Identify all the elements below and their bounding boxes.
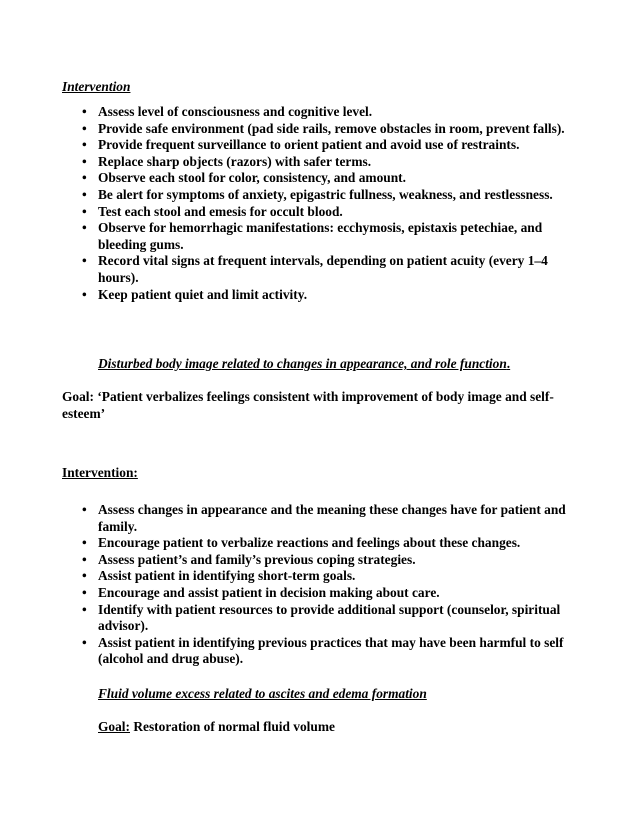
list-item: • Observe each stool for color, consistency, and amount. — [82, 170, 406, 186]
bullet-icon: • — [82, 286, 87, 302]
list-item: • Record vital signs at frequent intervals, depending on patient acuity (every 1–4 hours). — [82, 253, 548, 285]
intervention-list — [80, 104, 580, 303]
list-item: • Provide safe environment (pad side rails, remove obstacles in room, prevent falls). — [82, 120, 565, 136]
bullet-icon: • — [82, 535, 87, 551]
bullet-icon: • — [82, 502, 87, 517]
intervention-list-2 — [80, 502, 580, 668]
bullet-icon: • — [82, 104, 87, 119]
list-item: • Keep patient quiet and limit activity. — [82, 286, 308, 302]
bullet-icon: • — [82, 220, 87, 236]
list-item: • Encourage patient to verbalize reactions and feelings about these changes. — [82, 535, 521, 551]
list-item: • Test each stool and emesis for occult blood. — [82, 203, 343, 219]
list-item: • Encourage and assist patient in decision making about care. — [82, 584, 440, 600]
list-item: • Assess level of consciousness and cognitive level. — [82, 104, 373, 119]
nursing-diagnosis-body-image: Disturbed body image related to changes in appearance, and role function. — [98, 356, 511, 371]
goal-label: Goal: — [98, 719, 130, 734]
list-item: • Replace sharp objects (razors) with safer terms. — [82, 153, 372, 169]
list-item: • Observe for hemorrhagic manifestations: ecchymosis, epistaxis petechiae, and bleeding gums. — [82, 220, 543, 252]
bullet-icon: • — [82, 253, 87, 269]
goal-fluid-volume: Goal: Restoration of normal fluid volume — [98, 719, 335, 734]
bullet-icon: • — [82, 634, 87, 650]
bullet-icon: • — [82, 203, 87, 219]
bullet-icon: • — [82, 551, 87, 567]
list-item: • Identify with patient resources to provide additional support (counselor, spiritual advisor). — [82, 601, 561, 634]
bullet-icon: • — [82, 153, 87, 169]
bullet-icon: • — [82, 186, 87, 202]
bullet-icon: • — [82, 137, 87, 153]
bullet-icon: • — [82, 584, 87, 600]
intervention-heading: Intervention — [62, 79, 131, 94]
intervention-heading-2: Intervention: — [62, 465, 138, 480]
bullet-icon: • — [82, 170, 87, 186]
list-item: • Assist patient in identifying short-term goals. — [82, 568, 356, 584]
list-item: • Assess changes in appearance and the meaning these changes have for patient and family. — [82, 502, 566, 534]
bullet-icon: • — [82, 120, 87, 136]
goal-body-image: Goal: ‘Patient verbalizes feelings consistent with improvement of body image and self-esteem’ — [62, 389, 554, 421]
list-item: • Assess patient’s and family’s previous coping strategies. — [82, 551, 416, 567]
list-item: • Assist patient in identifying previous practices that may have been harmful to self (alcohol and drug abuse). — [82, 634, 564, 667]
list-item: • Be alert for symptoms of anxiety, epigastric fullness, weakness, and restlessness. — [82, 186, 553, 202]
bullet-icon: • — [82, 601, 87, 617]
list-item: • Provide frequent surveillance to orient patient and avoid use of restraints. — [82, 137, 520, 153]
bullet-icon: • — [82, 568, 87, 584]
nursing-diagnosis-fluid-volume: Fluid volume excess related to ascites and edema formation — [98, 686, 427, 701]
